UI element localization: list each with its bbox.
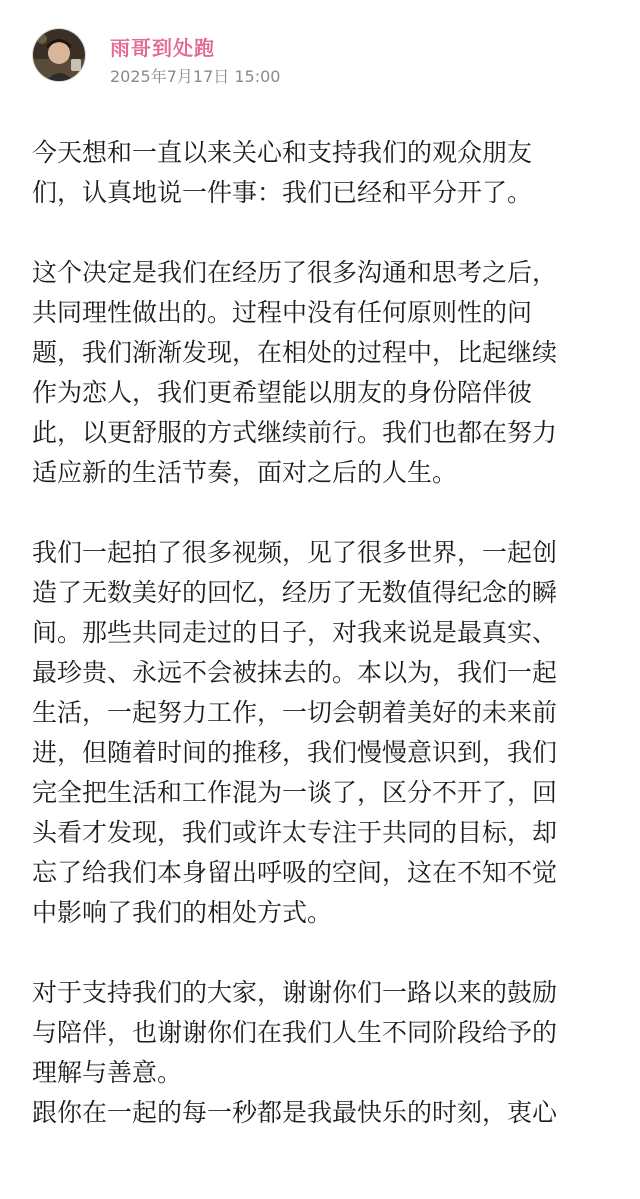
paragraph-line: 进，但随着时间的推移，我们慢慢意识到，我们	[32, 738, 558, 767]
paragraph-line: 这个决定是我们在经历了很多沟通和思考之后，	[32, 258, 558, 287]
paragraph-line: 完全把生活和工作混为一谈了，区分不开了，回	[32, 778, 558, 807]
paragraph-line: 题，我们渐渐发现，在相处的过程中，比起继续	[32, 338, 558, 367]
paragraph-gap	[32, 213, 612, 253]
paragraph-line: 跟你在一起的每一秒都是我最快乐的时刻，衷心	[32, 1098, 558, 1127]
paragraph-line: 生活，一起努力工作，一切会朝着美好的未来前	[32, 698, 558, 727]
paragraph-line: 最珍贵、永远不会被抹去的。本以为，我们一起	[32, 658, 558, 687]
paragraph-line: 中影响了我们的相处方式。	[32, 898, 333, 927]
paragraph-gap	[32, 933, 612, 973]
post-paragraph	[32, 133, 612, 213]
paragraph-line: 我们一起拍了很多视频，见了很多世界，一起创	[32, 538, 558, 567]
paragraph-line: 适应新的生活节奏，面对之后的人生。	[32, 458, 458, 487]
paragraph-line: 作为恋人，我们更希望能以朋友的身份陪伴彼	[32, 378, 533, 407]
post-paragraph	[32, 253, 612, 493]
post-body	[32, 133, 612, 1133]
paragraph-line: 造了无数美好的回忆，经历了无数值得纪念的瞬	[32, 578, 558, 607]
paragraph-line: 头看才发现，我们或许太专注于共同的目标，却	[32, 818, 558, 847]
paragraph-line: 共同理性做出的。过程中没有任何原则性的问	[32, 298, 533, 327]
paragraph-line: 对于支持我们的大家，谢谢你们一路以来的鼓励	[32, 978, 558, 1007]
paragraph-line: 间。那些共同走过的日子，对我来说是最真实、	[32, 618, 558, 647]
post-header	[32, 28, 612, 84]
paragraph-line: 们，认真地说一件事：我们已经和平分开了。	[32, 178, 533, 207]
paragraph-line: 此，以更舒服的方式继续前行。我们也都在努力	[32, 418, 558, 447]
post-paragraph	[32, 973, 612, 1133]
author-name[interactable]: 雨哥到处跑	[110, 36, 215, 60]
paragraph-line: 理解与善意。	[32, 1058, 183, 1087]
post-timestamp: 2025年7月17日 15:00	[110, 67, 281, 86]
post-paragraph	[32, 533, 612, 933]
paragraph-line: 忘了给我们本身留出呼吸的空间，这在不知不觉	[32, 858, 558, 887]
paragraph-gap	[32, 493, 612, 533]
avatar[interactable]	[32, 28, 86, 82]
paragraph-line: 今天想和一直以来关心和支持我们的观众朋友	[32, 138, 533, 167]
avatar-photo-icon	[33, 29, 86, 82]
paragraph-line: 与陪伴，也谢谢你们在我们人生不同阶段给予的	[32, 1018, 558, 1047]
